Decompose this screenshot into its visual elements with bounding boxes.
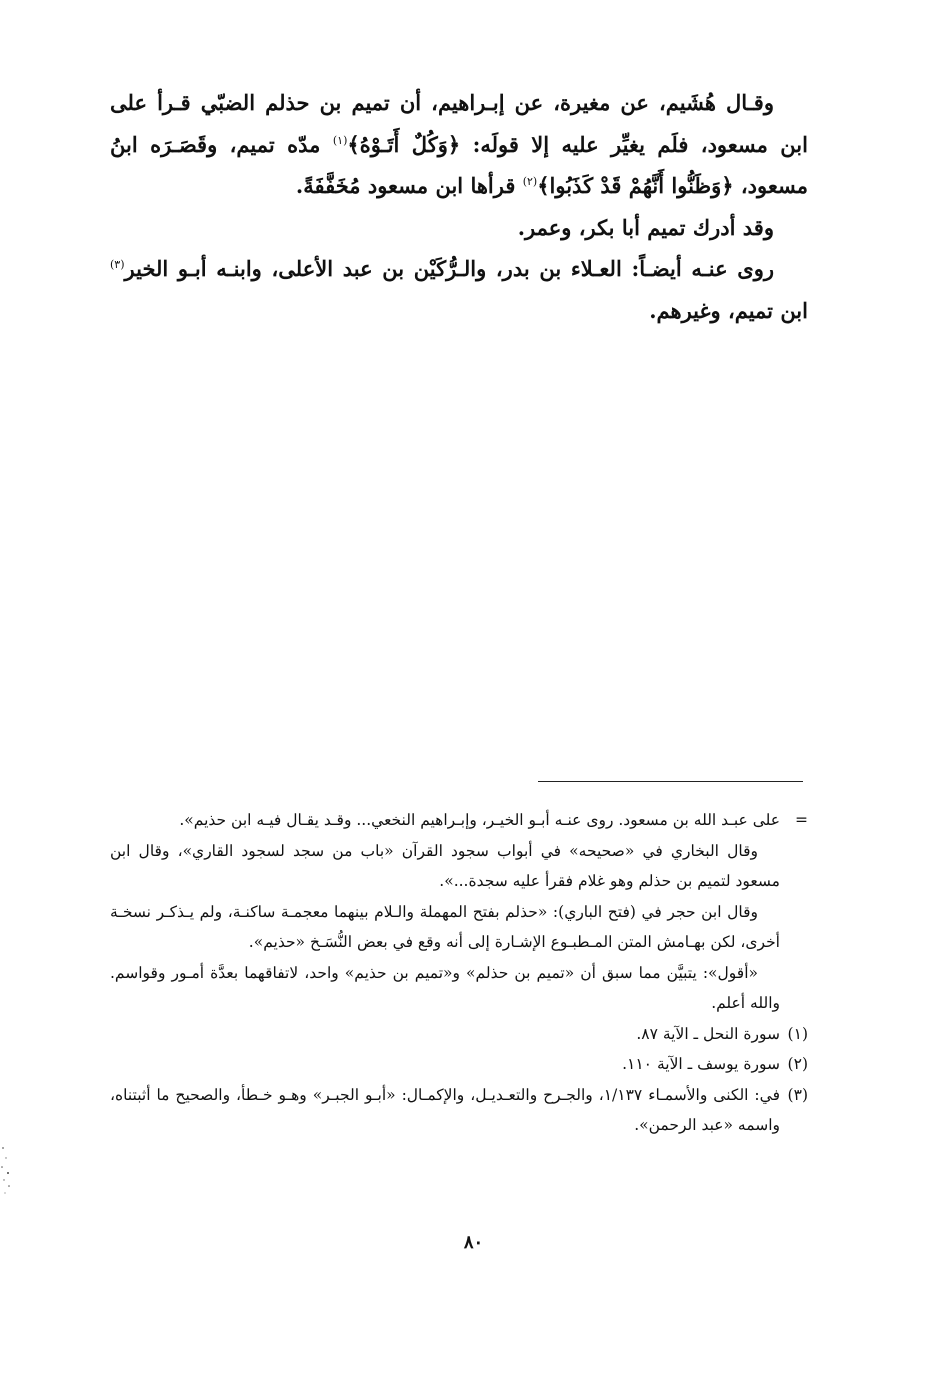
quran-quote: ﴿وَكُلٌ أَتَـوْهُ﴾: [347, 131, 461, 157]
text-segment: ابن تميم، وغيرهم.: [649, 297, 808, 323]
footnote-1: [110, 1019, 808, 1050]
footnote-3: [110, 1080, 808, 1141]
footnote-text: في: الكنى والأسمـاء ١/١٣٧، والجـرح والتعـديـل، والإكمـال: «أبـو الجبـر» وهـو خـطأ، والصحيح ما أثبتناه، واسمه «عبد الرحمن».: [110, 1085, 780, 1134]
paragraph-1: [110, 82, 808, 207]
text-segment: قرأها ابن مسعود مُخَفَّفَةً.: [295, 173, 523, 198]
footnote-number: (٣): [787, 1085, 808, 1104]
page-number: ٨٠: [463, 1232, 484, 1253]
scan-specks: [0, 1140, 14, 1200]
footnote-text: سورة النحل ـ الآية ٨٧.: [636, 1024, 780, 1043]
paragraph-3: [110, 248, 808, 331]
footnote-text: سورة يوسف ـ الآية ١١٠.: [622, 1055, 780, 1073]
paragraph-2: وقد أدرك تميم أبا بكر، وعمر.: [517, 214, 774, 240]
footnotes: [110, 805, 808, 1141]
footnote-number: (٢): [787, 1055, 808, 1073]
footnote-continuation: [110, 805, 808, 836]
footnote-paragraph: وقال البخاري في «صحيحه» في أبواب سجود القرآن «باب من سجد لسجود القاري»، وقال ابن مسعود لتميم بن حذلم وهو غلام فقرأ عليه سجدة...».: [110, 841, 780, 890]
footnote-text: على عبـد الله بن مسعود. روى عنـه أبـو الخيـر، وإبـراهيم النخعي... وقـد يقـال فيـه ابن حذيم».: [179, 811, 780, 829]
footnote-ref-1[interactable]: (١): [332, 133, 348, 147]
footnote-paragraph: «أقول»: يتبيَّن مما سبق أن «تميم بن حذلم» و«تميم بن حذيم» واحد، لاتفاقهما بعدَّة أمـور وقواسم. والله أعلم.: [110, 963, 780, 1012]
quran-quote: ﴿وَظَنُّوا أَنَّهُمْ قَدْ كَذَبُوا﴾: [537, 173, 734, 198]
footnote-ref-3[interactable]: (٣): [110, 258, 125, 271]
main-text: [110, 82, 808, 331]
footnote-ref-2[interactable]: (٢): [522, 175, 538, 188]
footnote-2: [110, 1049, 808, 1080]
text-segment: روى عنـه أيضـاً: العـلاء بن بدر، والـرُّكَيْن بن عبد الأعلى، وابنـه أبـو الخير: [124, 256, 774, 281]
continuation-mark: =: [795, 811, 808, 829]
footnote-number: (١): [787, 1024, 808, 1043]
text-segment: مدّه تميم، وقَصَـرَه ابنُ مسعود،: [110, 131, 808, 198]
text-segment: وقـال هُشَيم، عن مغيرة، عن إبـراهيم، أن تميم بن حذلم الضبّي قـرأ على ابن مسعود، فلَم يغيِّر عليه إلا قولَه:: [110, 90, 808, 157]
footnote-separator: [538, 781, 803, 782]
footnote-paragraph: وقال ابن حجر في (فتح الباري): «حذلم بفتح المهملة والـلام بينهما معجمـة ساكنـة، ولم يـذكـر نسخـة أخرى، لكن بهـامش المتن المـطبـوع الإشـارة إلى أنه وقع في بعض النُّسَـخ «حذيم».: [110, 902, 780, 951]
